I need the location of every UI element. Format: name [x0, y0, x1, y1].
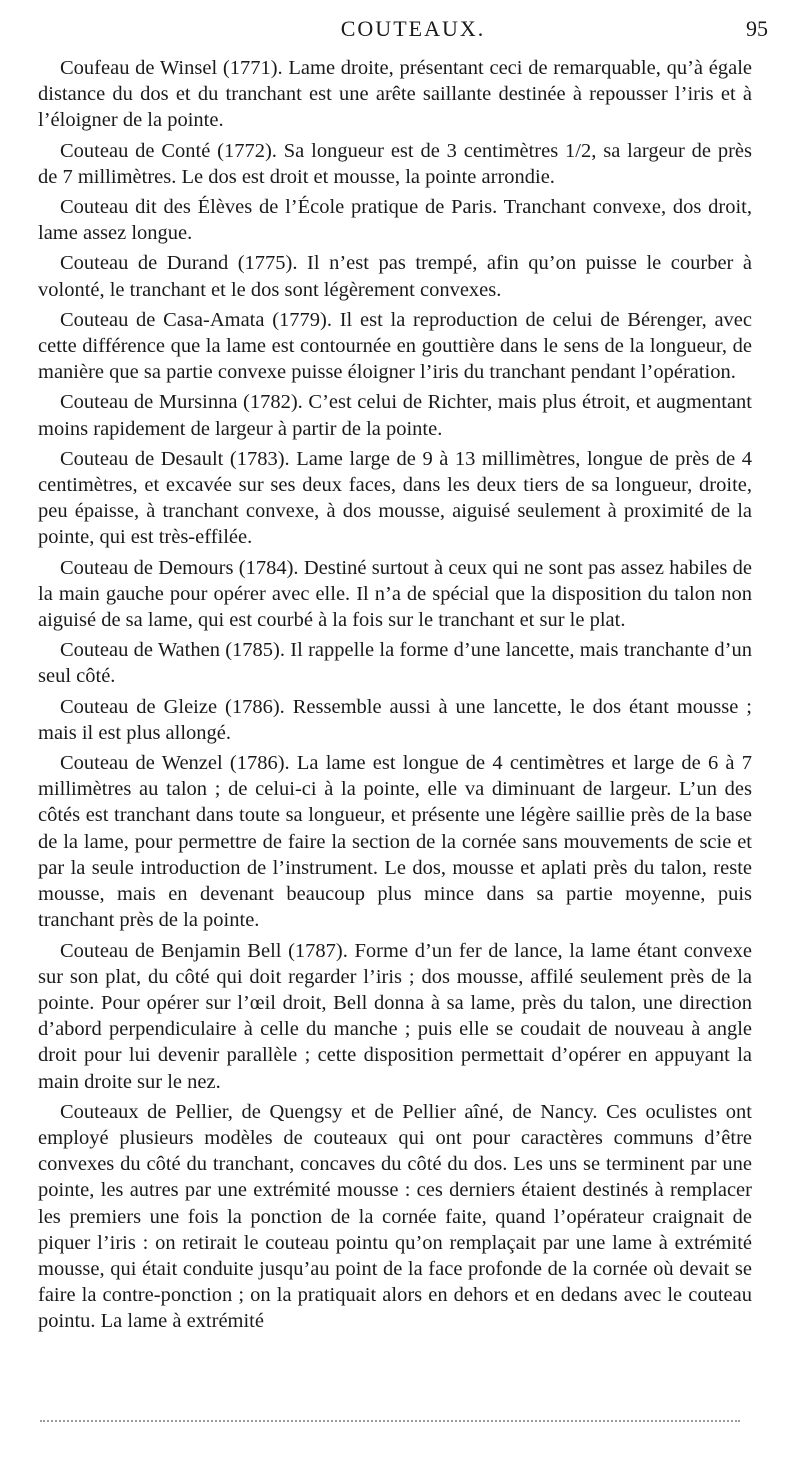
paragraph-pellier: Couteaux de Pellier, de Quengsy et de Pellier aîné, de Nancy. Ces oculistes ont employé plusieurs modèles de couteaux qui ont pour caractères communs d’être convexes du côté du tranchant, concaves du côté du dos. Les uns se terminent par une pointe, les autres par une extrémité mousse : ces derniers étaient destinés à remplacer les premiers une fois la ponction de la cornée faite, quand l’opérateur craignait de piquer l’iris : on retirait le couteau pointu qu’on remplaçait par une lame à extrémité mousse, qui était conduite jusqu’au point de la face profonde de la cornée où devait se faire la contre-ponction ; on la pratiquait alors en dehors et en dedans avec le couteau pointu. La lame à extrémité — [38, 1100, 752, 1333]
paragraph-winsel: Coufeau de Winsel (1771). Lame droite, présentant ceci de remarquable, qu’à égale distance du dos et du tranchant est une arête saillante destinée à repousser l’iris et à l’éloigner de la pointe. — [38, 57, 752, 132]
bottom-dotted-rule — [40, 1420, 740, 1422]
paragraph-demours: Couteau de Demours (1784). Destiné surtout à ceux qui ne sont pas assez habiles de la main gauche pour opérer avec elle. Il n’a de spécial que la disposition du talon non aiguisé de sa lame, qui est courbé à la fois sur le tranchant et sur le plat. — [38, 556, 752, 632]
paragraph-gleize: Couteau de Gleize (1786). Ressemble aussi à une lancette, le dos étant mousse ; mais il est plus allongé. — [38, 695, 752, 744]
paragraph-mursinna: Couteau de Mursinna (1782). C’est celui de Richter, mais plus étroit, et augmentant moins rapidement de largeur à partir de la pointe. — [38, 391, 752, 440]
paragraph-wenzel: Couteau de Wenzel (1786). La lame est longue de 4 centimètres et large de 6 à 7 millimètres au talon ; de celui-ci à la pointe, elle va diminuant de largeur. L’un des côtés est tranchant dans toute sa longueur, et présente une légère saillie près de la base de la lame, pour permettre de faire la section de la cornée sans mouvements de scie et par la seule introduction de l’instrument. Le dos, mousse et aplati près du talon, reste mousse, mais en devenant beaucoup plus mince dans sa partie moyenne, puis tranchant près de la pointe. — [38, 752, 752, 932]
running-title: COUTEAUX. — [340, 16, 486, 41]
paragraph-bell: Couteau de Benjamin Bell (1787). Forme d’un fer de lance, la lame étant convexe sur son plat, du côté qui doit regarder l’iris ; dos mousse, affilé seulement près de la pointe. Pour opérer sur l’œil droit, Bell donna à sa lame, près du talon, une direction d’abord perpendiculaire à celle du manche ; puis elle se coudait de nouveau à angle droit pour lui devenir parallèle ; cette disposition permettait d’opérer en appuyant la main droite sur le nez. — [38, 939, 752, 1093]
body-text — [38, 55, 752, 1339]
paragraph-eleves: Couteau dit des Élèves de l’École pratique de Paris. Tranchant convexe, dos droit, lame assez longue. — [38, 196, 752, 245]
page-number: 95 — [746, 16, 768, 41]
paragraph-conte: Couteau de Conté (1772). Sa longueur est de 3 centimètres 1/2, sa largeur de près de 7 millimètres. Le dos est droit et mousse, la pointe arrondie. — [38, 139, 752, 188]
paragraph-wathen: Couteau de Wathen (1785). Il rappelle la forme d’une lancette, mais tranchante d’un seul côté. — [38, 639, 752, 688]
page-header — [56, 14, 770, 44]
paragraph-casa-amata: Couteau de Casa-Amata (1779). Il est la reproduction de celui de Bérenger, avec cette différence que la lame est contournée en gouttière dans le sens de la longueur, de manière que sa partie convexe puisse éloigner l’iris du tranchant pendant l’opération. — [38, 308, 752, 384]
paragraph-durand: Couteau de Durand (1775). Il n’est pas trempé, afin qu’on puisse le courber à volonté, le tranchant et le dos sont légèrement convexes. — [38, 252, 752, 301]
paragraph-desault: Couteau de Desault (1783). Lame large de 9 à 13 millimètres, longue de près de 4 centimètres, et excavée sur ses deux faces, dans les deux tiers de sa longueur, droite, peu épaisse, à tranchant convexe, à dos mousse, aiguisé seulement à proximité de la pointe, qui est très-effilée. — [38, 447, 752, 549]
